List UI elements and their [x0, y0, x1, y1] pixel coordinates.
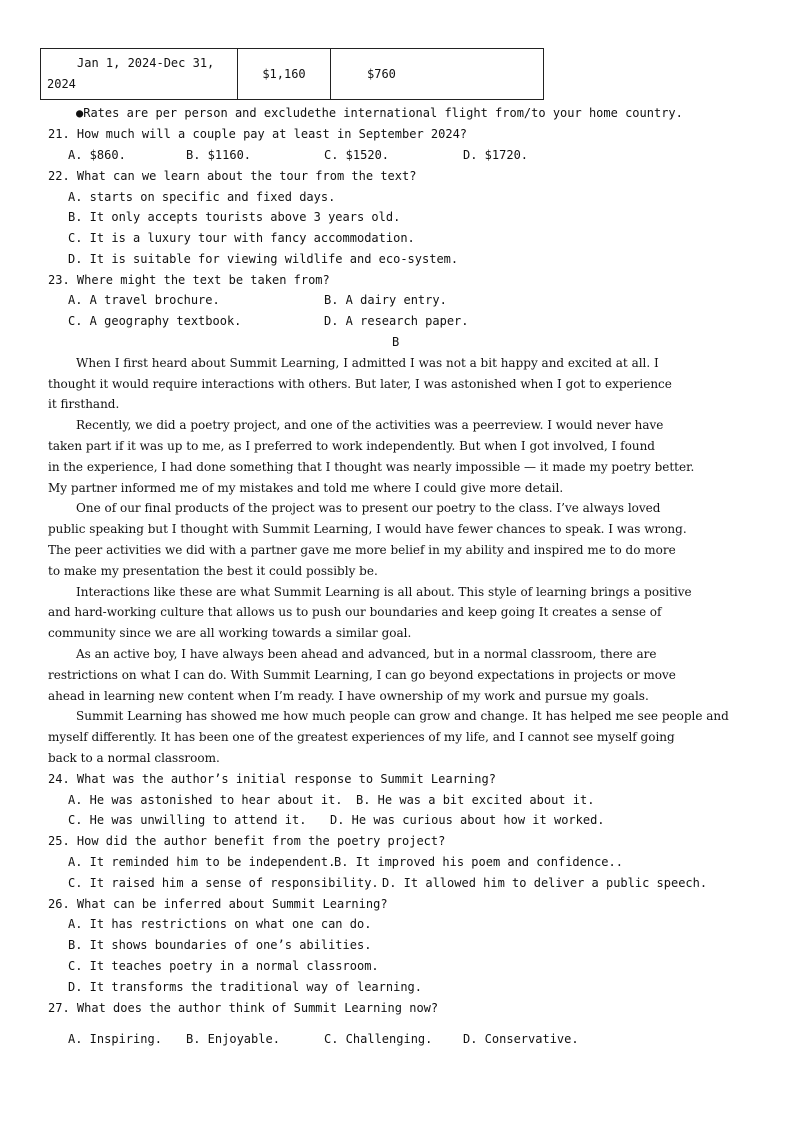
passage-line: My partner informed me of my mistakes and told me where I could give more detail.: [48, 481, 564, 495]
question-24-option-a: A. He was astonished to hear about it.: [68, 793, 343, 807]
table-row: [41, 49, 544, 100]
passage-line: public speaking but I thought with Summit Learning, I would have fewer chances to speak. I was wrong.: [48, 522, 687, 536]
question-24-option-b: B. He was a bit excited about it.: [356, 793, 595, 807]
question-21-option-b: B. $1160.: [186, 148, 252, 162]
question-21-stem: 21. How much will a couple pay at least in September 2024?: [48, 127, 468, 141]
passage-line: taken part if it was up to me, as I preferred to work independently. But when I got involved, I found: [48, 439, 655, 453]
passage-line: Summit Learning has showed me how much people can grow and change. It has helped me see people and: [76, 709, 729, 723]
question-26-stem: 26. What can be inferred about Summit Learning?: [48, 897, 388, 911]
question-25-stem: 25. How did the author benefit from the poetry project?: [48, 834, 446, 848]
passage-line: to make my presentation the best it could possibly be.: [48, 564, 378, 578]
question-22-option-d: D. It is suitable for viewing wildlife and eco-system.: [68, 252, 459, 266]
question-27-stem: 27. What does the author think of Summit Learning now?: [48, 1001, 439, 1015]
question-27-option-b: B. Enjoyable.: [186, 1032, 280, 1046]
passage-line: Recently, we did a poetry project, and one of the activities was a peerreview. I would never have: [76, 418, 664, 432]
passage-line: restrictions on what I can do. With Summit Learning, I can go beyond expectations in projects or move: [48, 668, 676, 682]
question-22-option-c: C. It is a luxury tour with fancy accommodation.: [68, 231, 415, 245]
passage-line: The peer activities we did with a partner gave me more belief in my ability and inspired me to do more: [48, 543, 676, 557]
period-cell: [41, 49, 238, 100]
passage-line: One of our final products of the project was to present our poetry to the class. I’ve always loved: [76, 501, 661, 515]
question-23-option-d: D. A research paper.: [324, 314, 469, 328]
price-cell-b: $760: [331, 49, 544, 100]
question-27-option-c: C. Challenging.: [324, 1032, 433, 1046]
passage-line: Interactions like these are what Summit Learning is all about. This style of learning brings a positive: [76, 585, 692, 599]
question-23-option-c: C. A geography textbook.: [68, 314, 242, 328]
passage-line: thought it would require interactions with others. But later, I was astonished when I got to experience: [48, 377, 672, 391]
question-21-option-a: A. $860.: [68, 148, 126, 162]
question-23-stem: 23. Where might the text be taken from?: [48, 273, 330, 287]
passage-line: ahead in learning new content when I’m ready. I have ownership of my work and pursue my goals.: [48, 689, 649, 703]
question-26-option-b: B. It shows boundaries of one’s abilities.: [68, 938, 372, 952]
question-21-option-d: D. $1720.: [463, 148, 529, 162]
question-23-option-b: B. A dairy entry.: [324, 293, 447, 307]
question-23-option-a: A. A travel brochure.: [68, 293, 220, 307]
period-line-2: 2024: [47, 77, 76, 91]
question-22-option-b: B. It only accepts tourists above 3 years old.: [68, 210, 401, 224]
section-b-heading: B: [392, 335, 400, 349]
question-25-option-d: D. It allowed him to deliver a public speech.: [382, 876, 708, 890]
passage-line: and hard-working culture that allows us to push our boundaries and keep going It creates a sense of: [48, 605, 662, 619]
passage-line: back to a normal classroom.: [48, 751, 220, 765]
question-25-option-b: B. It improved his poem and confidence..: [334, 855, 623, 869]
price-cell-a: $1,160: [238, 49, 331, 100]
question-24-option-d: D. He was curious about how it worked.: [330, 813, 605, 827]
period-line-1: Jan 1, 2024-Dec 31,: [77, 56, 215, 70]
question-25-option-c: C. It raised him a sense of responsibility.: [68, 876, 379, 890]
question-27-option-d: D. Conservative.: [463, 1032, 579, 1046]
question-24-option-c: C. He was unwilling to attend it.: [68, 813, 307, 827]
passage-line: As an active boy, I have always been ahead and advanced, but in a normal classroom, there are: [76, 647, 657, 661]
question-26-option-c: C. It teaches poetry in a normal classroom.: [68, 959, 379, 973]
question-21-option-c: C. $1520.: [324, 148, 390, 162]
question-22-stem: 22. What can we learn about the tour from the text?: [48, 169, 417, 183]
question-22-option-a: A. starts on specific and fixed days.: [68, 190, 336, 204]
question-25-option-a: A. It reminded him to be independent.: [68, 855, 336, 869]
passage-line: it firsthand.: [48, 397, 120, 411]
question-27-option-a: A. Inspiring.: [68, 1032, 162, 1046]
passage-line: myself differently. It has been one of the greatest experiences of my life, and I cannot see myself going: [48, 730, 675, 744]
question-26-option-d: D. It transforms the traditional way of learning.: [68, 980, 423, 994]
question-26-option-a: A. It has restrictions on what one can do.: [68, 917, 372, 931]
passage-line: When I first heard about Summit Learning, I admitted I was not a bit happy and excited at all. I: [76, 356, 659, 370]
passage-line: community since we are all working towards a similar goal.: [48, 626, 412, 640]
passage-line: in the experience, I had done something that I thought was nearly impossible — it made my poetry better.: [48, 460, 695, 474]
question-24-stem: 24. What was the author’s initial response to Summit Learning?: [48, 772, 496, 786]
rate-note: ●Rates are per person and excludethe international flight from/to your home country.: [76, 106, 683, 120]
rate-table: [40, 48, 544, 100]
